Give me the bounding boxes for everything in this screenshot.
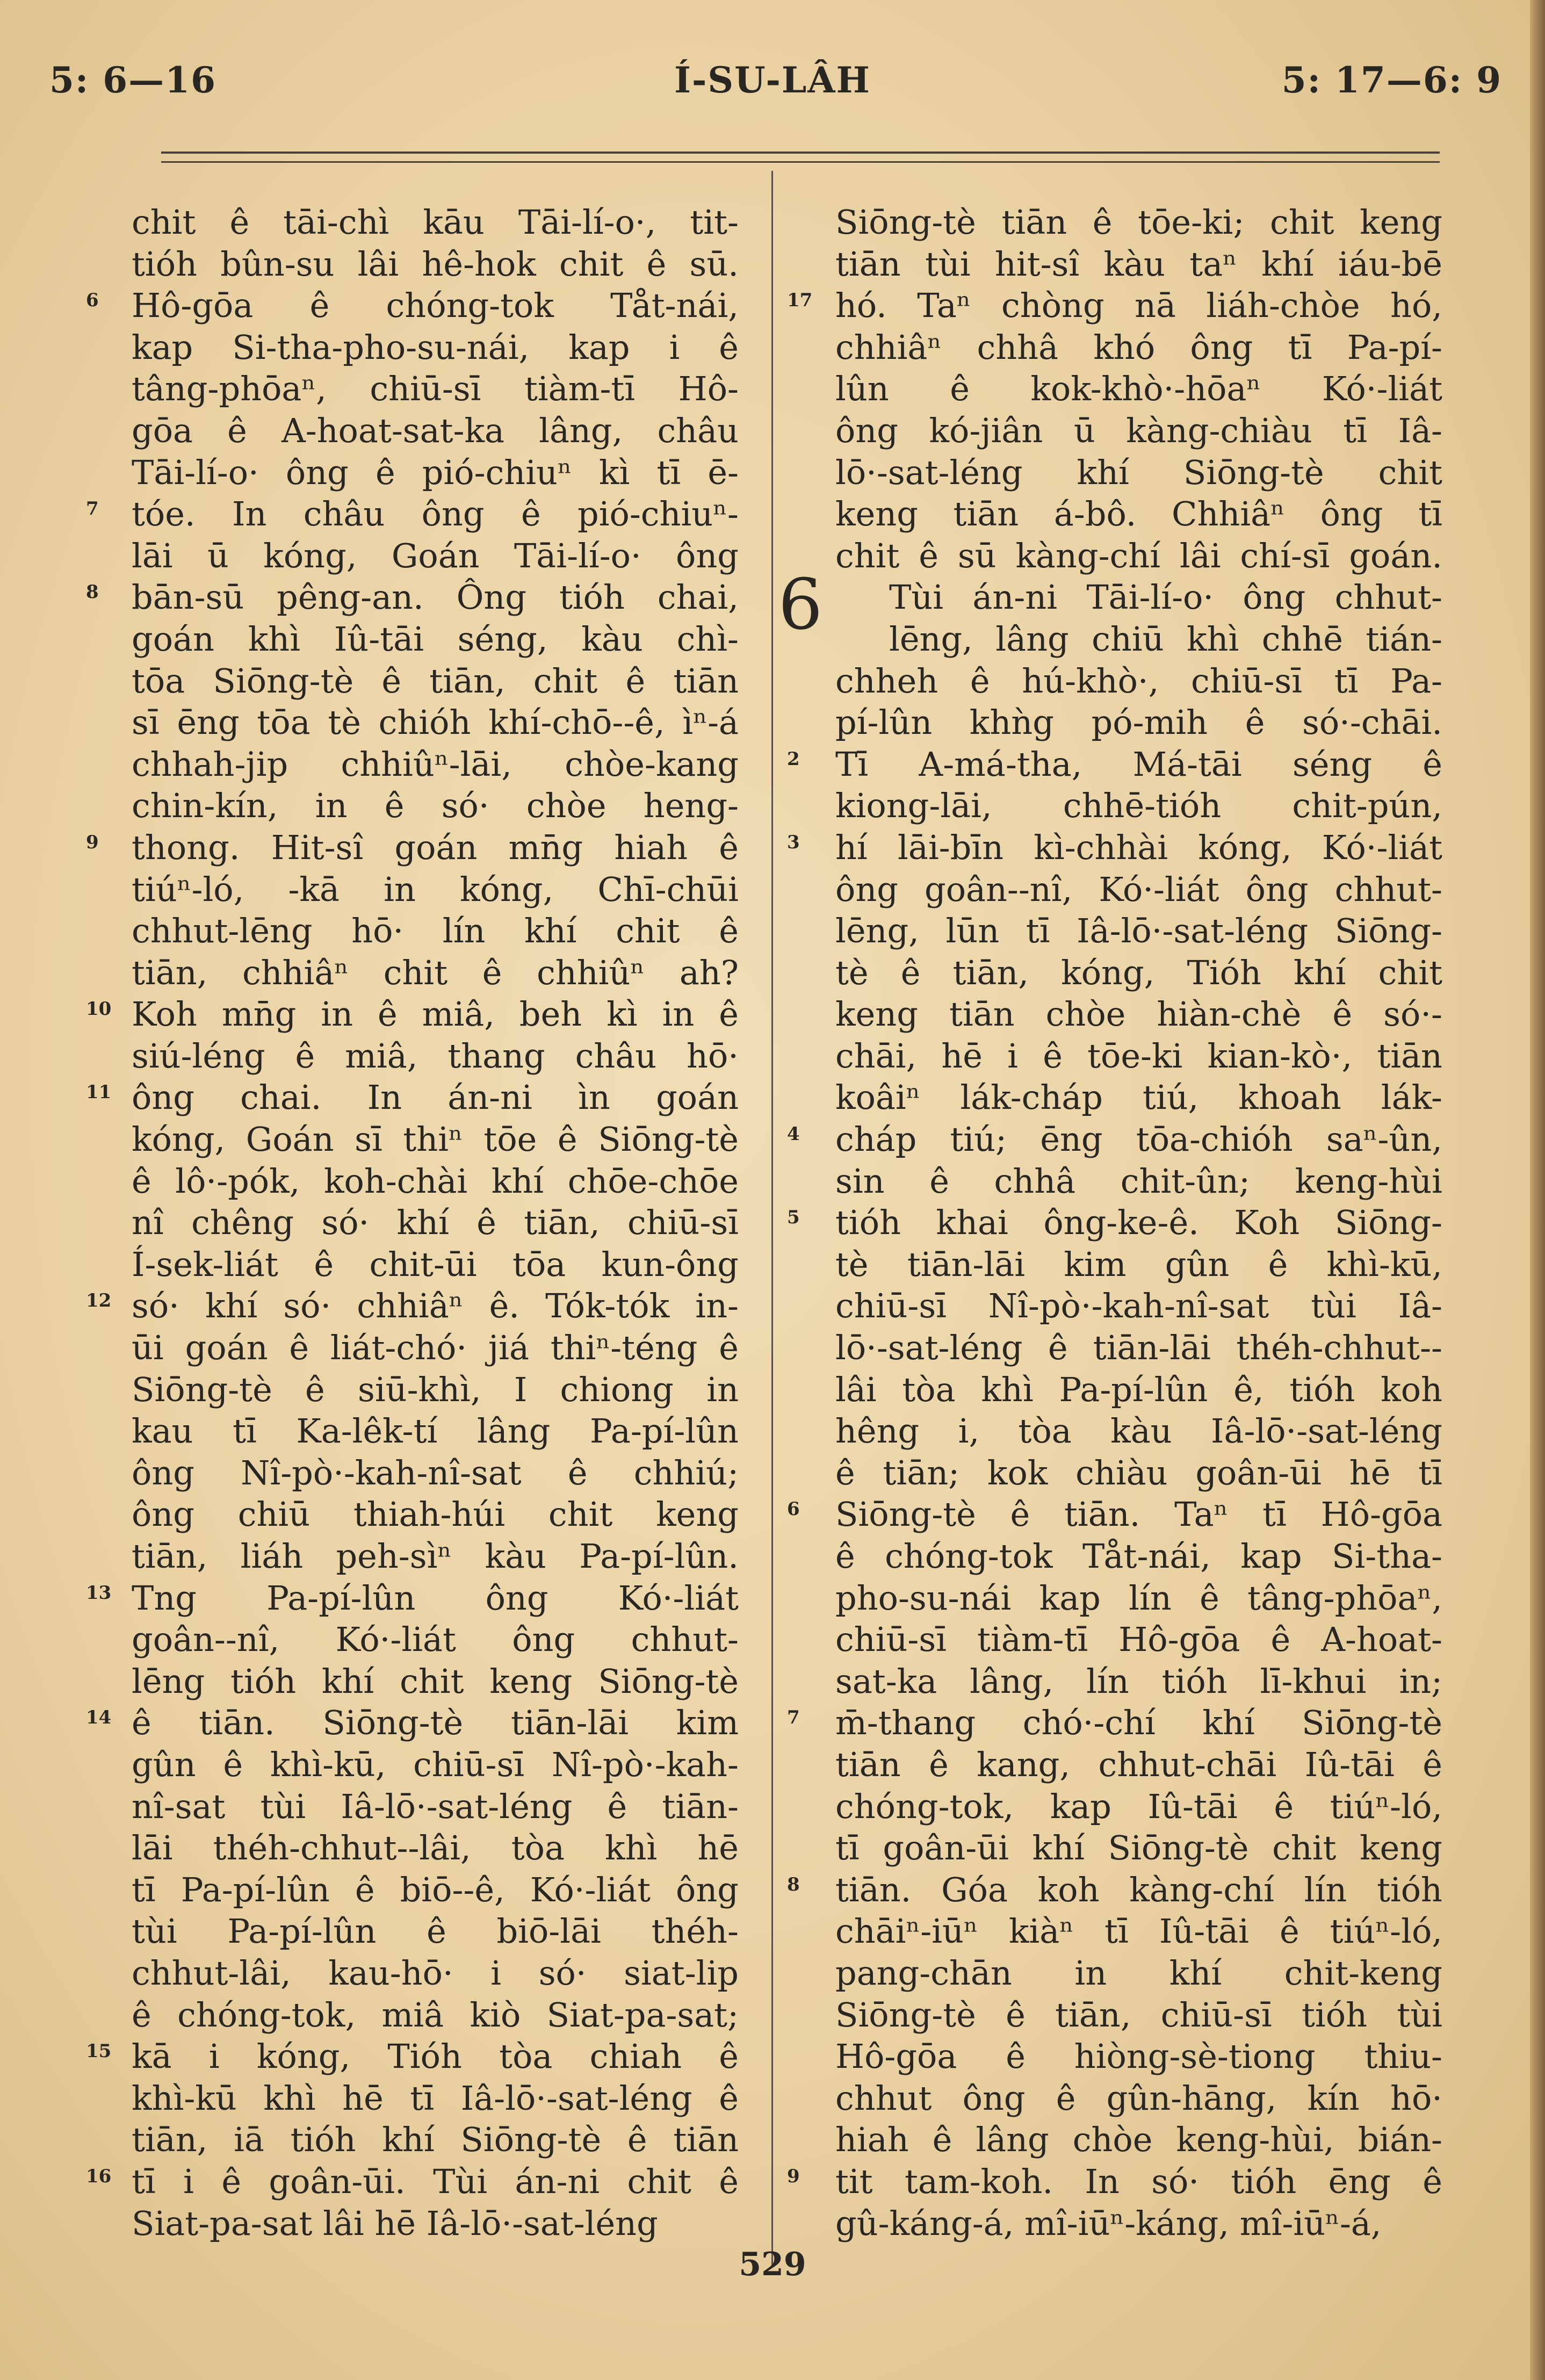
text-line	[835, 1619, 1442, 1661]
text-line	[132, 1369, 739, 1411]
text-line	[132, 1244, 739, 1286]
text-line	[132, 2078, 739, 2119]
line-text: gû-káng-á, mî-iūⁿ-káng, mî-iūⁿ-á,	[835, 2203, 1382, 2243]
text-line	[835, 2119, 1442, 2161]
text-line	[132, 201, 739, 243]
text-line	[132, 452, 739, 494]
line-text: tóe. In châu ông ê pió-chiuⁿ-	[132, 494, 739, 534]
text-line	[86, 1577, 739, 1619]
text-line	[835, 2078, 1442, 2119]
line-text: lāi théh-chhut--lâi, tòa khì hē	[132, 1828, 739, 1868]
text-line	[835, 1661, 1442, 1703]
line-text: tōa Siōng-tè ê tiān, chit ê tiān	[132, 661, 739, 701]
text-line	[835, 910, 1442, 952]
text-line	[86, 285, 739, 327]
verse-number: 6	[787, 1498, 800, 1520]
text-line	[86, 576, 739, 618]
text-line	[132, 1619, 739, 1661]
line-text: kóng, Goán sī thiⁿ tōe ê Siōng-tè	[132, 1120, 739, 1159]
header-right-reference: 5: 17—6: 9	[1281, 59, 1502, 101]
text-line	[132, 1952, 739, 1994]
verse-number: 4	[787, 1123, 800, 1145]
line-text: Siōng-tè ê siū-khì, I chiong in	[132, 1369, 739, 1409]
line-text: chhut ông ê gûn-hāng, kín hō·	[835, 2078, 1442, 2118]
line-text: kiong-lāi, chhē-tióh chit-pún,	[835, 786, 1442, 826]
verse-number: 9	[86, 831, 99, 853]
text-line	[132, 368, 739, 410]
line-text: tiān. Góa koh kàng-chí lín tióh	[835, 1870, 1442, 1909]
line-text: tùi Pa-pí-lûn ê biō-lāi théh-	[132, 1912, 739, 1951]
text-line	[835, 1327, 1442, 1369]
line-text: ê tiān. Siōng-tè tiān-lāi kim	[132, 1703, 739, 1743]
verse-number: 15	[86, 2040, 112, 2062]
line-text: ông chai. In án-ni ìn goán	[132, 1078, 739, 1117]
line-text: hêng i, tòa kàu Iâ-lō·-sat-léng	[835, 1411, 1442, 1451]
text-line	[835, 1160, 1442, 1202]
line-text: só· khí só· chhiâⁿ ê. Tók-tók in-	[132, 1286, 739, 1326]
verse-number: 16	[86, 2165, 112, 2187]
line-text: m̄-thang chó·-chí khí Siōng-tè	[835, 1703, 1442, 1743]
text-line	[835, 869, 1442, 911]
chapter-number: 6	[778, 564, 823, 645]
text-line	[132, 1744, 739, 1786]
text-line	[787, 1702, 1442, 1744]
line-text: ông chiū thiah-húi chit keng	[132, 1495, 739, 1534]
text-line	[835, 1744, 1442, 1786]
page-edge	[1530, 0, 1545, 2380]
verse-number: 5	[787, 1207, 800, 1229]
line-text: kap Si-tha-pho-su-nái, kap i ê	[132, 327, 739, 367]
text-line	[787, 744, 1442, 785]
line-text: lō·-sat-léng ê tiān-lāi théh-chhut--	[835, 1328, 1442, 1368]
column-divider	[771, 171, 773, 2266]
line-text: cháp tiú; ēng tōa-chióh saⁿ-ûn,	[835, 1120, 1442, 1159]
text-line	[132, 785, 739, 827]
line-text: Tng Pa-pí-lûn ông Kó·-liát	[132, 1578, 739, 1618]
text-line	[132, 1869, 739, 1911]
line-text: ông Nî-pò·-kah-nî-sat ê chhiú;	[132, 1453, 739, 1492]
line-text: ê tiān; kok chiàu goân-ūi hē tī	[835, 1453, 1442, 1492]
text-line	[835, 535, 1442, 577]
text-line	[835, 576, 1442, 618]
line-text: chiū-sī Nî-pò·-kah-nî-sat tùi Iâ-	[835, 1286, 1442, 1326]
line-text: chin-kín, in ê só· chòe heng-	[132, 786, 739, 826]
line-text: tè ê tiān, kóng, Tióh khí chit	[835, 953, 1442, 992]
text-line	[835, 702, 1442, 744]
text-line	[835, 1535, 1442, 1577]
text-line	[132, 1410, 739, 1452]
verse-number: 17	[787, 290, 813, 312]
text-line	[132, 1827, 739, 1869]
text-line	[132, 243, 739, 285]
line-text: ê chóng-tok Tåt-nái, kap Si-tha-	[835, 1537, 1442, 1576]
verse-number: 9	[787, 2165, 800, 2187]
line-text: lûn ê kok-khò·-hōaⁿ Kó·-liát	[835, 369, 1442, 409]
line-text: chhiâⁿ chhâ khó ông tī Pa-pí-	[835, 327, 1442, 367]
text-line	[835, 368, 1442, 410]
text-line	[787, 827, 1442, 869]
text-line	[132, 744, 739, 785]
verse-number: 8	[787, 1873, 800, 1895]
line-text: lēng, lūn tī Iâ-lō·-sat-léng Siōng-	[835, 911, 1442, 951]
text-line	[132, 952, 739, 994]
text-line	[132, 1160, 739, 1202]
text-line	[835, 660, 1442, 702]
text-line	[86, 993, 739, 1035]
line-text: Tī A-má-tha, Má-tāi séng ê	[835, 744, 1442, 784]
line-text: chit ê tāi-chì kāu Tāi-lí-o·, tit-	[132, 203, 739, 242]
text-line	[835, 410, 1442, 452]
text-line	[835, 1035, 1442, 1077]
line-text: tióh khai ông-ke-ê. Koh Siōng-	[835, 1203, 1442, 1243]
text-line	[835, 618, 1442, 660]
line-text: tit tam-koh. In só· tióh ēng ê	[835, 2161, 1442, 2201]
line-text: tiān ê kang, chhut-chāi Iû-tāi ê	[835, 1744, 1442, 1784]
header-book-title: Í-SU-LÂH	[674, 59, 871, 101]
text-line	[835, 327, 1442, 369]
text-line	[787, 2161, 1442, 2203]
line-text: lāi ū kóng, Goán Tāi-lí-o· ông	[132, 536, 739, 575]
line-text: Siōng-tè ê tiān, chiū-sī tióh tùi	[835, 1995, 1442, 2035]
text-line	[835, 452, 1442, 494]
line-text: Tāi-lí-o· ông ê pió-chiuⁿ kì tī ē-	[132, 452, 739, 492]
text-line	[132, 1535, 739, 1577]
line-text: tiān, iā tióh khí Siōng-tè ê tiān	[132, 2120, 739, 2160]
line-text: chit ê sū kàng-chí lâi chí-sī goán.	[835, 536, 1442, 575]
line-text: sat-ka lâng, lín tióh lī-khui in;	[835, 1661, 1442, 1701]
line-text: Hô-gōa ê chóng-tok Tåt-nái,	[132, 286, 739, 326]
text-line	[787, 1494, 1442, 1535]
line-text: tiān, liáh peh-sìⁿ kàu Pa-pí-lûn.	[132, 1537, 739, 1576]
text-line	[86, 493, 739, 535]
header-rule-thin	[161, 161, 1440, 163]
line-text: tâng-phōaⁿ, chiū-sī tiàm-tī Hô-	[132, 369, 739, 409]
line-text: chhut-lēng hō· lín khí chit ê	[132, 911, 739, 951]
text-line	[787, 1119, 1442, 1160]
text-line	[787, 1202, 1442, 1244]
line-text: ūi goán ê liát-chó· jiá thiⁿ-téng ê	[132, 1328, 739, 1368]
text-line	[132, 410, 739, 452]
line-text: tī i ê goân-ūi. Tùi án-ni chit ê	[132, 2161, 739, 2201]
text-line	[835, 1410, 1442, 1452]
line-text: ê chóng-tok, miâ kiò Siat-pa-sat;	[132, 1995, 739, 2035]
text-line	[835, 1994, 1442, 2036]
line-text: chhah-jip chhiûⁿ-lāi, chòe-kang	[132, 744, 739, 784]
header-left-reference: 5: 6—16	[49, 59, 217, 101]
text-line	[132, 618, 739, 660]
text-line	[132, 535, 739, 577]
verse-number: 8	[86, 581, 99, 603]
text-line	[132, 1119, 739, 1160]
text-line	[835, 493, 1442, 535]
text-line	[835, 1910, 1442, 1952]
text-line	[86, 2036, 739, 2078]
line-text: lēng tióh khí chit keng Siōng-tè	[132, 1661, 739, 1701]
text-line	[132, 660, 739, 702]
text-line	[835, 1577, 1442, 1619]
line-text: sin ê chhâ chit-ûn; keng-hùi	[835, 1161, 1442, 1201]
text-line	[835, 1452, 1442, 1494]
text-line	[132, 910, 739, 952]
text-line	[835, 1952, 1442, 1994]
line-text: tī Pa-pí-lûn ê biō--ê, Kó·-liát ông	[132, 1870, 739, 1909]
text-line	[132, 2203, 739, 2245]
text-line	[835, 1077, 1442, 1119]
line-text: khì-kū khì hē tī Iâ-lō·-sat-léng ê	[132, 2078, 739, 2118]
text-line	[132, 1035, 739, 1077]
text-line	[132, 327, 739, 369]
text-line	[132, 702, 739, 744]
line-text: Í-sek-liát ê chit-ūi tōa kun-ông	[132, 1244, 739, 1284]
text-line	[86, 1702, 739, 1744]
line-text: lâi tòa khì Pa-pí-lûn ê, tióh koh	[835, 1369, 1442, 1409]
line-text: ông goân--nî, Kó·-liát ông chhut-	[835, 869, 1442, 909]
header-rule	[161, 152, 1440, 154]
line-text: Hô-gōa ê hiòng-sè-tiong thiu-	[835, 2037, 1442, 2076]
text-line	[86, 1077, 739, 1119]
left-column	[86, 201, 739, 2244]
text-line	[835, 201, 1442, 243]
line-text: chheh ê hú-khò·, chiū-sī tī Pa-	[835, 661, 1442, 701]
text-line	[132, 1327, 739, 1369]
verse-number: 10	[86, 998, 112, 1020]
line-text: pho-su-nái kap lín ê tâng-phōaⁿ,	[835, 1578, 1442, 1618]
line-text: koâiⁿ lák-cháp tiú, khoah lák-	[835, 1078, 1442, 1117]
line-text: tióh bûn-su lâi hê-hok chit ê sū.	[132, 244, 739, 284]
line-text: gûn ê khì-kū, chiū-sī Nî-pò·-kah-	[132, 1744, 739, 1784]
text-line	[132, 1452, 739, 1494]
verse-number: 7	[86, 498, 99, 520]
line-text: chāi, hē i ê tōe-ki kian-kò·, tiān	[835, 1036, 1442, 1076]
text-line	[132, 1661, 739, 1703]
text-line	[835, 1827, 1442, 1869]
text-line	[86, 827, 739, 869]
verse-number: 2	[787, 748, 800, 770]
line-text: hó. Taⁿ chòng nā liáh-chòe hó,	[835, 286, 1442, 326]
text-line	[835, 1244, 1442, 1286]
line-text: keng tiān á-bô. Chhiâⁿ ông tī	[835, 494, 1442, 534]
line-text: hiah ê lâng chòe keng-hùi, bián-	[835, 2120, 1442, 2160]
line-text: chóng-tok, kap Iû-tāi ê tiúⁿ-ló,	[835, 1786, 1442, 1826]
text-line	[132, 1494, 739, 1535]
verse-number: 13	[86, 1582, 112, 1604]
text-line	[787, 1869, 1442, 1911]
verse-number: 6	[86, 290, 99, 312]
line-text: siú-léng ê miâ, thang châu hō·	[132, 1036, 739, 1076]
line-text: tiúⁿ-ló, -kā in kóng, Chī-chūi	[132, 869, 739, 909]
line-text: lō·-sat-léng khí Siōng-tè chit	[835, 452, 1442, 492]
verse-number: 3	[787, 831, 800, 853]
verse-number: 11	[86, 1081, 112, 1104]
text-line	[835, 2036, 1442, 2078]
line-text: nî chêng só· khí ê tiān, chiū-sī	[132, 1203, 739, 1243]
line-text: goán khì Iû-tāi séng, kàu chì-	[132, 619, 739, 659]
line-text: thong. Hit-sî goán mn̄g hiah ê	[132, 827, 739, 867]
line-text: bān-sū pêng-an. Ông tióh chai,	[132, 578, 739, 617]
text-line	[835, 243, 1442, 285]
text-line	[835, 785, 1442, 827]
text-line	[86, 2161, 739, 2203]
line-text: kā i kóng, Tióh tòa chiah ê	[132, 2037, 739, 2076]
line-text: gōa ê A-hoat-sat-ka lâng, châu	[132, 410, 739, 450]
line-text: kau tī Ka-lêk-tí lâng Pa-pí-lûn	[132, 1411, 739, 1451]
line-text: Siōng-tè tiān ê tōe-ki; chit keng	[835, 203, 1442, 242]
right-column	[787, 201, 1442, 2244]
line-text: sī ēng tōa tè chióh khí-chō--ê, ìⁿ-á	[132, 703, 739, 742]
verse-number: 7	[787, 1707, 800, 1729]
text-line	[86, 1285, 739, 1327]
line-text: keng tiān chòe hiàn-chè ê só·-	[835, 994, 1442, 1034]
line-text: Koh mn̄g in ê miâ, beh kì in ê	[132, 994, 739, 1034]
line-text: goân--nî, Kó·-liát ông chhut-	[132, 1620, 739, 1660]
line-text: pí-lûn khǹg pó-mih ê só·-chāi.	[835, 703, 1442, 742]
text-line	[787, 285, 1442, 327]
verse-number: 12	[86, 1290, 112, 1312]
line-text: lēng, lâng chiū khì chhē tián-	[889, 619, 1442, 659]
text-line	[835, 1285, 1442, 1327]
text-line	[132, 1202, 739, 1244]
page-number: 529	[739, 2246, 806, 2283]
text-line	[132, 1910, 739, 1952]
text-line	[835, 1369, 1442, 1411]
text-line	[835, 2203, 1442, 2245]
verse-number: 14	[86, 1707, 112, 1729]
line-text: hí lāi-bīn kì-chhài kóng, Kó·-liát	[835, 827, 1442, 867]
line-text: tiān, chhiâⁿ chit ê chhiûⁿ ah?	[132, 953, 739, 992]
line-text: Siat-pa-sat lâi hē Iâ-lō·-sat-léng	[132, 2203, 658, 2243]
text-line	[132, 2119, 739, 2161]
line-text: tè tiān-lāi kim gûn ê khì-kū,	[835, 1244, 1442, 1284]
text-line	[835, 952, 1442, 994]
line-text: chhut-lâi, kau-hō· i só· siat-lip	[132, 1953, 739, 1993]
text-line	[132, 1786, 739, 1828]
line-text: ê lô·-pók, koh-chài khí chōe-chōe	[132, 1161, 739, 1201]
line-text: ông kó-jiân ū kàng-chiàu tī Iâ-	[835, 410, 1442, 450]
line-text: chiū-sī tiàm-tī Hô-gōa ê A-hoat-	[835, 1620, 1442, 1660]
line-text: tiān tùi hit-sî kàu taⁿ khí iáu-bē	[835, 244, 1442, 284]
line-text: nî-sat tùi Iâ-lō·-sat-léng ê tiān-	[132, 1786, 739, 1826]
line-text: pang-chān in khí chit-keng	[835, 1953, 1442, 1993]
text-line	[132, 869, 739, 911]
line-text: Tùi án-ni Tāi-lí-o· ông chhut-	[889, 578, 1442, 617]
line-text: chāiⁿ-iūⁿ kiàⁿ tī Iû-tāi ê tiúⁿ-ló,	[835, 1912, 1442, 1951]
line-text: tī goân-ūi khí Siōng-tè chit keng	[835, 1828, 1442, 1868]
text-line	[835, 1786, 1442, 1828]
line-text: Siōng-tè ê tiān. Taⁿ tī Hô-gōa	[835, 1495, 1442, 1534]
text-line	[835, 993, 1442, 1035]
text-line	[132, 1994, 739, 2036]
